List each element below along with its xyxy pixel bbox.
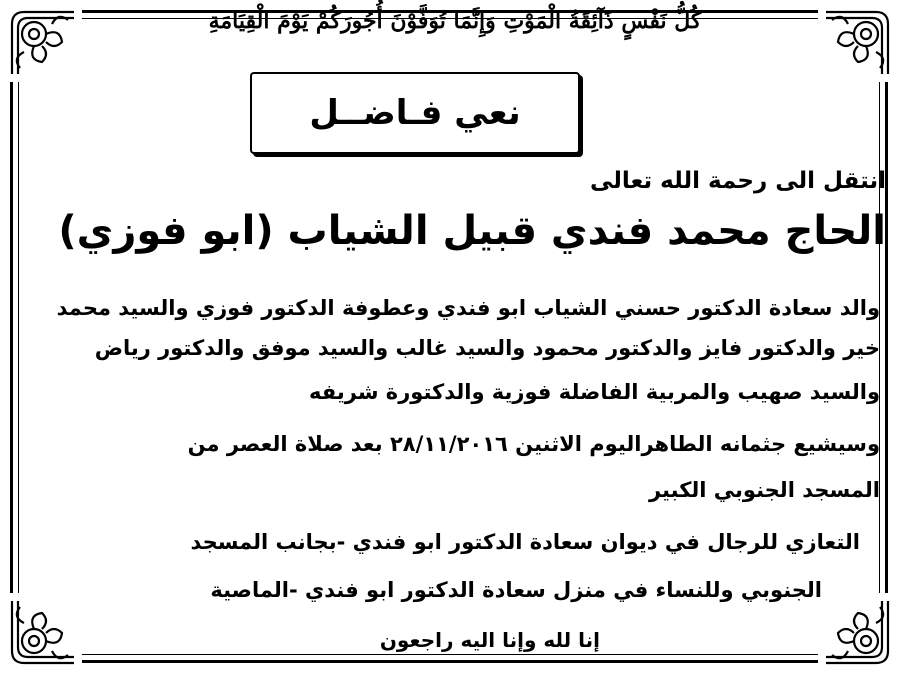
corner-ornament-icon	[4, 4, 82, 82]
condolence-men: التعازي للرجال في ديوان سعادة الدكتور ابو فندي -بجانب المسجد	[190, 530, 860, 554]
condolence-women: الجنوبي وللنساء في منزل سعادة الدكتور ابو فندي -الماصية	[210, 578, 822, 602]
body-line: والسيد صهيب والمربية الفاضلة فوزية والدكتورة شريفه	[309, 380, 880, 404]
quran-verse: كُلُّ نَفْسٍ ذَآئِقَةُ الْمَوْتِ وَإِنَّمَا تُوَفَّوْنَ أُجُورَكُمْ يَوْمَ الْقِيَامَةِ	[208, 8, 702, 34]
body-line: والد سعادة الدكتور حسني الشياب ابو فندي وعطوفة الدكتور فوزي والسيد محمد	[56, 296, 880, 320]
corner-ornament-icon	[818, 4, 896, 82]
intro-text: انتقل الى رحمة الله تعالى	[589, 168, 886, 194]
title-box	[250, 72, 580, 154]
funeral-line: وسيشيع جثمانه الطاهراليوم الاثنين ٢٨/١١/٢٠١٦ بعد صلاة العصر من	[187, 432, 880, 456]
funeral-location: المسجد الجنوبي الكبير	[648, 478, 880, 502]
closing-phrase: إنا لله وإنا اليه راجعون	[379, 628, 600, 652]
corner-ornament-icon	[4, 593, 82, 671]
body-line: خير والدكتور فايز والدكتور محمود والسيد غالب والسيد موفق والدكتور رياض	[94, 336, 880, 360]
corner-ornament-icon	[818, 593, 896, 671]
page-title: نعي فـاضــل	[309, 93, 521, 133]
deceased-name: الحاج محمد فندي قبيل الشياب (ابو فوزي)	[58, 208, 886, 254]
